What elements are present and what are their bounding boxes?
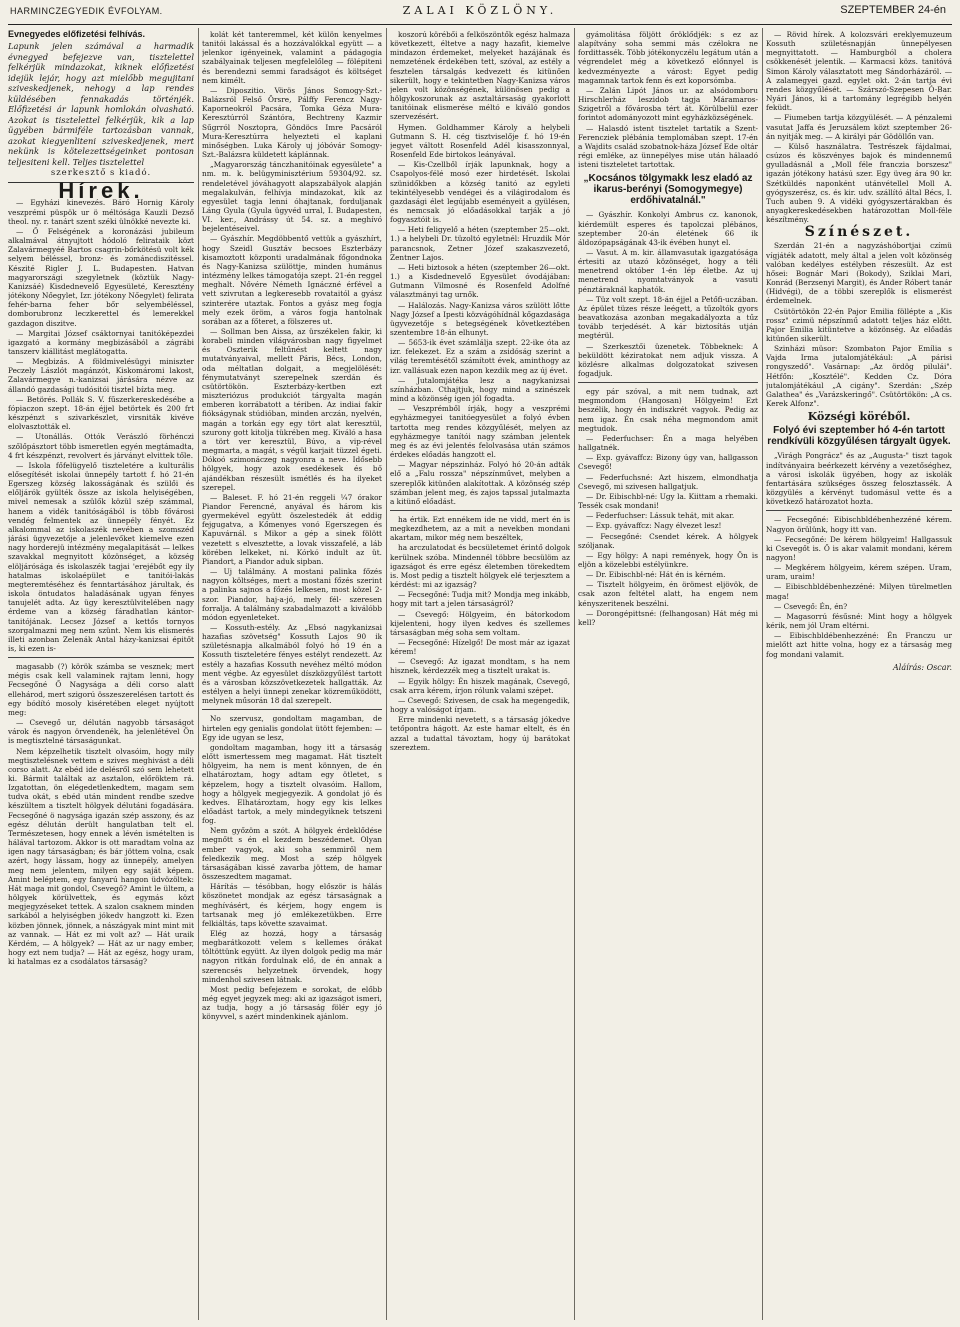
article-paragraph: koszorú körébői a felköszöntők egész halmaza következett, éltetve a nagy hazafit, kiemelve mindazon érdemeket, melyeket hazájának és nemzetének érdekében tett, szóval, az estély a fesztelen társalgás kedvezett és kitünően sikerült, hogy e tekintetben Nagy-Kanizsa város jelen volt közönségének, különösen pedig a hölgykoszorunak az asztaltársaság gyakorlott tanitóinak elismerése méltó e kiváló gondos szervezésért. — [390, 30, 570, 122]
feuilleton-paragraph: Nem győzöm a szót. A hölgyek érdeklődése megnőtt s én el kezdem beszédemet. Olyan ember vagyok, aki soha semmiről nem feledkezik meg. Most a szép hölgyek társaságában kissé zavarba jöttem, de hamar összeszedtem magamat. — [202, 826, 382, 882]
article-paragraph: — Ő Felségének a koronázási jubileum alkalmával átnyujtott hódoló felirataik közt Zalavármegyéé Bartos csagrin-bőrkötésü volt kék selyem béléssel, bronz- és zománcdiszitéssel. Készité Rigler J. L. Budapesten. Hatvan magyarországi szegyletnek (köztük Nagy-Kanizsáé) Kisdednevelő Egyesületé, Keresztény jótékony Nőegylet, Izr. jótékony Nőegylet) felirata fehér-barna feher bőr selyembéléssel, domborubronz leczkerettel és lemerekkel gazdagon diszitve. — [8, 226, 194, 328]
article-paragraph: Csütörtökön 22-én Pajor Emilia föllépte a „Kis rossz" czimü népszínmű adatott teljes ház előtt. Pajor Emilia kitüntetve a közönség. Az előadás kitünően sikerült. — [766, 306, 952, 343]
feuilleton-paragraph: — Egy hölgy: A napi remények, hogy Ön is eljön a közelebbi estélyünkre. — [578, 550, 758, 569]
feuilleton-paragraph: — Eibischbldébenhezzéné: Milyen türelmetlen maga! — [766, 582, 952, 601]
feuilleton-paragraph: No szervusz, gondoltam magamban, de hirtelen egy genialis gondolat ütött fejemben: — Egy ide ugyan se lesz, — [202, 714, 382, 742]
section-divider — [8, 657, 194, 658]
article-paragraph: — Halálozás. Nagy-Kanizsa város szülött lőtte Nagy József a Ipesti közvágóhídnál kőgazdasága ügyvezetője s betegségének következtében szentembre 18-án elhunyt. — [390, 300, 570, 337]
article-paragraph: — Sollman ben Aissa, az ürszékelen fakir, ki korabeli minden világvárosban nagy figyelmet és Oszterik feltűnést keltett nagy mutatványaival, mellett Páris, Bécs, London, oda méltatlan dolgait, a megjelölését: fénymutatványt szerepelnek szerdán és csütörtökön. Eszterbázy-kertben ezt miszteriózus produkciót tárgyalta magán emberen korrábatott a tériben. Az indiai fakír fiókságynak stúdióban, minden arczán, nyelvén, magán a torkán egy egy tört alat keresztül, szurony gott kitolja tükrében meg. Kiváló a hasa a tört ver keresztül, Búvo, a vip-rével megmarta, a magát, s végül karjait tüzzel égeti. Dókoó szimonáczeg nagyonra a neve. Idősebb hölgyek, hogy azok esedékesek és bő ajándékban részesült ismétlés és ha ilyeket szerepel. — [202, 327, 382, 492]
feuilleton-paragraph: — Federfuchser: Én a maga helyében hallgatnék. — [578, 433, 758, 453]
feuilleton-paragraph: — Fecsegőné: Csendet kérek. A hölgyek szóljanak. — [578, 531, 758, 550]
feuilleton-paragraph: Most pedig befejezem e sorokat, de előbb még egyet jegyzek meg: aki az igazságot ismeri, az tudja, hogy a jó társaság fölér egy jó könyvvel, s azért mindenkinek ajánlom. — [202, 984, 382, 1022]
header-rule — [8, 24, 952, 25]
feuilleton-paragraph: — Csevegő: Szivesen, de csak ha megengedik, hogy a valóságot írjam. — [390, 695, 570, 715]
notice-title: Évnegyedes előfizetési felhívás. — [8, 30, 146, 39]
feuilleton-paragraph: — Megkérem hölgyeim, kérem szépen. Uram, uram, uraim! — [766, 563, 952, 582]
article-paragraph: — Egyházi kinevezés. Báró Hornig Károly veszprémi püspök ur ö méltósága Kauzli Dezső theol. ny. r. tanárt szent széki ülnökké nevezte ki. — [8, 198, 194, 226]
article-paragraph: — Halasdó istent tisztelet tartatik a Szent-Ferencziek plébánia templomában szept. 17-én a Wajdits család szobatnok-háza József Ede oltár régi emléke, az ünnepélyes mise után hálaadó isteni tiszteletet tartottak. — [578, 123, 758, 170]
article-paragraph: — Utonállás. Ottók Verászló förhénczi szőlőpásztort több ismeretlen egyén megtámadta, 4 frt készpénzt, revolvert és járványt elvittek tőle. — [8, 432, 194, 460]
article-paragraph: — Kossuth-estély. Az „Ebsó nagykanizsai hazafias szövetség" Kossuth Lajos 90 ik születésnapja alkalmából folyó hó 19 én a Kossuth tiszteletére fényes estélyt rendezett. Az estély a hazafias Kossuth nevéhez méltó módon ment végbe. Az egyesület díszközgyűlést tartott és a városban közszövetkezetek hallgatták. Az estélyen a helyi ünnepi zenekar közreműködött, melynek műsorán 18 dal szerepelt. — [202, 623, 382, 706]
feuilleton-paragraph: — Fecsegőné: De kérem hölgyeim! Hallgassuk ki Csevegőt is. Ő is akar valamit mondani, kérem nagyon! — [766, 534, 952, 562]
article-paragraph: — Külső használatra. Testrészek fájdalmai, csúzos és köszvényes bajok és mindennemű gyulladásnál a „Moll féle franczia borszesz" igazán jótékony hatású szer. Egy üveg ára 90 kr. Szétküldés naponként utánvétellel Moll A. gyógyszerész, cs. és kir. udv. szállító által Bécs, I. Tuch auben 9. A vidéki gyógyszertárakban és anyagkereskedésekben határozottan Moll-féle készítmény. — [766, 141, 952, 225]
article-paragraph: Szinházi müsor: Szombaton Pajor Emília s Vajda Irma jutalomjátékául: „A párisi rongyszedő". Vasárnap: „Az ördög pilulái". Hétfőn: „Kosztélé". Kedden Cz. Dóra jutalomjátékául „A cigány". Szerdán: „Szép Galathea" és „Varázskeringő". Csütörtökön: „A cs. Kerek Alfonz". — [766, 344, 952, 409]
article-paragraph: — Rövid hírek. A kolozsvári ereklyemuzeum Kossuth születésnapján ünnepélyesen megnyittatott. — Hamburgból a cholera csökkenését jelentik. — Karmacsi közs. tanitóvá Simon Károly választatott meg Sándorházáról. — A zalamegyei gazd. egylet okt. 2-án tartja évi rendes közgyűlését. — Szárszó-Szepesen Ó-Bar. Nyári János, ki a tartomány legrégibb helyén feküdt. — [766, 30, 952, 113]
article-paragraph: — Diposzitio. Vörös János Somogy-Szt.-Balázsról Felső Örsre, Pálffy Ferencz Nagy-Kaporneokról Pacsára, Tomka Géza Mura-Keresztúrról Szántóra, Bechtreny Kazmir Sűgrról Nosztopra, Göndöcs Imre Pacsáról Mura-Keresztúrra helyezteti el kaplani minőségben. Luka Károly uj jóbóvár Somogy-Szt.-Balázsra küldetett káplánnak. — [202, 85, 382, 160]
article-paragraph: — Vasut. A m. kir. államvasutak igazgatósága értesiti az utazó közönséget, hogy a téli menetrend október 1-én lép életbe. Az uj menetrend nyomtatványok a vasuti pénztáraknál kaphatók. — [578, 247, 758, 294]
feuilleton-paragraph: — Dr. Eibischbl-né: Ugy la. Kiittam a rhemaki. Tessék csak mondani! — [578, 491, 758, 511]
column-divider — [386, 28, 387, 1320]
page-header — [0, 0, 960, 24]
volume-label: HARMINCZEGYEDIK ÉVFOLYAM. — [10, 6, 163, 16]
feuilleton-paragraph: — Csevegő: Én, én? — [774, 601, 848, 611]
article-paragraph: — Heti biztosok a héten (szeptember 26—okt. 1.) a Kisdednevelő Egyesület óvodájában: Gutmann Vilmosné és Rosenfeld Adolfné választmányi tag urnők. — [390, 262, 570, 300]
article-paragraph: gyámolitása följött őröklődjék: s ez az alapítvány soha semmi más czélokra ne fordittassék. Több jótékonyczélu legátum után a végrendelet még a következő előnnyel is kedvezményezte a várost: Egyet pedig magamnak tartok fenn és ezt koporsómba. — [578, 30, 758, 85]
feuilleton-paragraph: — Tisztelt hölgyeim, én örömest eljövök, de csak azon feltétel alatt, ha engem nem kényszeritenek beszélni. — [578, 580, 758, 608]
article-paragraph: kolát két tanteremmel, két külön kenyelmes tanitói lakással és a hozzávalókkal együtt — a jelenkor igényeinek, valamint a pádagogia szabályainak teljesen megfelelőleg — fölépiteni és berendezni semmi faradságot és költséget nem kimélt. — [202, 30, 382, 85]
article-paragraph: — Iskola főfelügyelő tiszteletére a kulturális elősegítését iskolai ünnepély tartott f. hó 21-én Egerszeg község lakosságának és szülői és előljárók gyülték össze az iskola helyiségében, mivel nemesak a szülők közül szép számmal, hanem a vidék tanitóságából is több fővárosi vendég felmentek az ünnepély fényét. Ez alkalommal az iskolaszék nevében a szomszéd járási ügyvezetője a jelenlevőket kiemelve ezen nagy horderejü intézmény megalapitását — lelkes szavakkal megnyitott közönséget, a község elöljárósága és iskolaszék tagjai 'erejébőt egy ily hatalmas iskolaépület e tanitói-lakás megteremtéséhez és fenntartásához járultak, és iskola öntudatos haladásának ugyan fényes tanujelét adta. Az ügy keresztülvitelében nagy érdeme van a község fáradhatlan kántor-tanitójának. Lecsez József a kettős tornyos szorgalmazni meg nem szünt. Nem kis elismerés illeti azonban Zelenák Antal házy-kanizsai épitőt is, ki ezen is- — [8, 460, 194, 653]
article-paragraph: Szerdán 21-én a nagyzáshóbortjai czímü vígjáték adatott, mely által a jelen volt közönség valóban kedélyes estélyben részesült. Az est hősei: Bognár Mari (Bokody), Sziklai Mari, Konrád (Berzsenyi Margit), és Ander Róbert tanár (Hidvégi), de a többi szereplők is elismerést érdemelnek. — [766, 241, 952, 306]
article-paragraph: „Magyarország tánczhanitóinak egyesülete" a nm. m. k. belügyminisztérium 59304/92. sz. rendeletével jóváhagyott alapszabályok alapján megalakulván, felhívja mindazokat, kik az egyesület tagja lenni óhajtanak, forduljanak Láng Gyula (Gyula ügyvéd urral, I. Budapesten, VI. ker., Andrássy út 54. sz. a meghívó bejelentéseivel. — [202, 160, 382, 234]
feuilleton-paragraph: — Exp. gyávaffcz: Nagy élvezet lesz! — [586, 521, 722, 531]
feuilleton-paragraph: gondoltam magamban, hogy itt a társaság előtt ismertessem meg magamat. Hát tisztelt hölgyeim, ha nem is ment könnyen, de én elhatároztam, hogy adtam egy ötletet, s képzelem, hogy a tisztelt olvasóim. Hallom, hogy a hölgyek megjegyezik. A gondolat jó és kedves. Elhatároztam, hogy egy kis lelkes előadást tartok, a mely mindegyiknek tetszeni fog. — [202, 742, 382, 826]
column-2 — [202, 30, 382, 1320]
assembly-heading: Folyó évi szeptember hó 4-én tartott rendkívüli közgyűlésen tárgyalt ügyek. — [767, 425, 951, 448]
article-paragraph: — 5653-ik évet számlálja szept. 22-ike óta az izr. felekezet. Ez a szám a zsidóság szerint a világ teremtésétől számított évek, aminthogy az izr. vallásuak ezen napon kezdik meg az új évet. — [390, 338, 570, 375]
feuilleton-paragraph: — Eibischbldébenhezzéné: Én Franczu ur mielőtt azt hitte volna, hogy ez a társaság meg fog mondani valamit. — [766, 631, 952, 659]
feuilleton-paragraph: — Csevegő ur, délután nagyobb társaságot várok és nagyon örvendenék, ha jelenlétével Ön is megtisztelné társaságunkat. — [8, 718, 194, 746]
feuilleton-paragraph: — Csevegő: Az igazat mondtam, s ha nem hisznek, kérdezzék meg a tisztelt urakat is. — [390, 657, 570, 676]
feuilleton-paragraph: — Fecsegőné: Eibischbldébenhezzéné kérem. Nagyon örülünk, hogy itt van. — [766, 515, 952, 534]
subscription-notice — [8, 30, 194, 183]
article-paragraph: — Zalán Lipót János ur. az alsódomboru Hirschlerház leszidob tagja Máramaros-Szigetről a fővárosba tért át. Körülbelül ezer forintot adományozott mint egyházközségének. — [578, 85, 758, 123]
article-paragraph: — Gyászhír. Konkolyi Ambrus cz. kanonok, kiérdemült esperes és tapolczai plébános, szeptember 20-án életének 66 ik áldozópapságának 43-ik évében hunyt el. — [578, 210, 758, 247]
article-paragraph: Hymen. Goldhammer Károly a helybeli Gutmann S. H. cég tisztviselője f. hó 19-én jegyet váltott Rosenfeld Adél kisasszonnyal, Rosenfeld Ede birtokos leányával. — [390, 122, 570, 160]
article-paragraph: — Fiumeben tartja közgyülését. — A pénzalemi vasutat Jaffa és Jeruzsálem közt szeptember 26-án nyitják meg. — A királyi pár Gödöllőn van. — [766, 113, 952, 141]
column-1 — [8, 30, 194, 1320]
section-divider — [390, 510, 570, 511]
feuilleton-paragraph: — Federfuchsné: Azt hiszem, elmondhatja Csevegő, mi szivesen hallgatjuk. — [578, 472, 758, 491]
section-heading-hirek: Hírek. — [58, 178, 144, 204]
advertisement-heading: „Kocsános tölgymakk lesz eladó az ikarus-berényi (Somogymegye) erdőhivatalnál." — [583, 173, 753, 207]
feuilleton-paragraph: Erre mindenki nevetett, s a társaság jókedve tetőpontra hágott. Az este hamar eltelt, és én azzal a tudattal távoztam, hogy új barátokat szereztem. — [390, 715, 570, 752]
feuilleton-paragraph: — Exp. gyávaffcz: Bizony úgy van, hallgasson Csevegő! — [578, 453, 758, 472]
feuilleton-paragraph: Hárítás — tésóbban, hogy először is hálás köszönetet mondjak az egész társaságnak a meghívásért, és kérjem, hogy engem is tartsanak meg jó emlékezetükben. Erre felkiáltás, taps követte szavaimat. — [202, 882, 382, 928]
section-divider — [578, 382, 758, 383]
feuilleton-paragraph: — Egyik hölgy: Én hiszek magának, Csevegő, csak arra kérem, írjon rólunk valami szépet. — [390, 676, 570, 695]
feuilleton-paragraph: — Fecsegőné: Hízelgő! De most már az igazat kérem! — [390, 638, 570, 657]
column-5 — [766, 30, 952, 1320]
article-paragraph: — Margitai József csáktornyai tanitóképezdei igazgató a kormány megbizásából a zágrábi tanszerv kiállitást meglátogatta. — [8, 328, 194, 356]
feuilleton-paragraph: — Csevegő: Hölgyeim, én bátorkodom kijelenteni, hogy ilyen kedves és szellemes társaságban még soha sem voltam. — [390, 609, 570, 637]
newspaper-title: ZALAI KÖZLÖNY. — [402, 4, 558, 17]
article-paragraph: — Magyar népszinház. Folyó hó 20-án adták elő a „Falu rossza" népszínművet, melyben a szereplők kitünően alakítottak. A közönség szép számban jelent meg, és zajos tapssal jutalmazta a kitünő előadást. — [390, 460, 570, 506]
column-divider — [574, 28, 575, 1320]
author-signature: Aláírás: Oscar. — [892, 662, 952, 672]
article-paragraph: — Jutalomjátéka lesz a nagykanizsai színházban. Cthajtjuk, hogy mind a szinészek mind a közönség igen jól fogadta. — [390, 375, 570, 404]
feuilleton-paragraph: — Dr. Eibischbl-né: Hát én is kérném. — [586, 570, 726, 580]
notice-signature: szerkesztő s kiadó. — [50, 168, 152, 179]
feuilleton-paragraph: Nem képzelhetik tisztelt olvasóim, hogy mily megtisztelésnek vettem e szives meghivást a déli corso alatt. Az ebéd ide delésről szó sem lehetett ki. Bármit találtak az asztalon, előröktem rá. Izgatottan, ön elégedetlenkedtem, magam sem tudva okát, s ebéd után mindent rendbe szedve készültem a tisztelt hölgyek délutáni fogadására. Fecsegőné ö nagysága igazán szép asszony, és az egész délután derült hangulatban telt el. Természetesen, hogy ennek a lévén ismételten is hálával tartozom. Akkor is ott maradtam volna az igen nagy társaságban; és bár jöttem volna, csak azért, hogy lássam, hogy az ünnepély, amelyen meg nem jelentem, milyen egy saját képem. Amint beléptem, egy fanyarú hangon üdvözöltek: Hát maga mit gondol, Csevegő? Amint le ültem, a hölgyek körülvettek, és egymás közt megjegyzéseket tettek. A szalon csaknem minden sarkából a helyiségben jókedv hangzott ki. Ezen közben jönnek, jönnek, a nászágyak mint mint mit az vannak. — Hát ez mi volt az? — Hát uraik Kérdém, — A hölgyek? — Hát az ur nagy ember, hogy ezt nem tudja? — Hát az egész, hogy uram, ki hatalmas ez a csodálatos társaság? — [8, 746, 194, 967]
column-divider — [198, 28, 199, 1320]
section-heading-szineszet: Színészet. — [804, 224, 914, 241]
article-paragraph: — Heti feligyelő a héten (szeptember 25—okt. 1.) a helybeli Dr. tüzoltó egyletnél: Hruzdik Mór parancsnok, Zetner Józef szakaszvezető, Zentner Lajos. — [390, 225, 570, 262]
feuilleton-paragraph: Elég az hozzá, hogy a társaság megbarátkozott velem s kellemes órákat töltöttünk együtt. Az ilyen dolgok pedig ma már nagyon ritkán fordulnak elő, de én annak a szerencsés helyzetnek örvendek, hogy mindenhol szivesen látnak. — [202, 929, 382, 984]
article-paragraph: — Uj találmány. A mostani palinka főzés nagyon költséges, mert a mostani főzés szerint a palinka sajnos a főzés lelkesen, most közel 2-szor. Piandor, haj-a-jó, mely fél- szeresen forralja. A találmány szabadalmazott a kiválóbb módon egyenleteket. — [202, 567, 382, 622]
article-paragraph: „Virágh Pongrácz" és az „Augusta-" tiszt tagok indítványaira beérkezett kérvény a vezetőséghez, a városi iskolák ügyében, hogy az iskolák fentartására szükséges összeg felosztassék. A közgyülés a kérvényt tudomásul vette és a következő határozatot hozta. — [766, 451, 952, 507]
article-paragraph: — Gyászhír. Megdöbbentő vettük a gyászhírt, hogy Szeidl Gusztáv becsoes Eszterbázy kisamoztott központi uradalmának főgondnoka és Nagy-Kanizsa szülöttje, minden humánus intézmény lelkes támogatója szept. 21-én reggel meghalt. Nővére Németh Ignáczné érfével a vett szivrutan a legkeresebb rovataitól a gyász szinterére utaztak. Fontos a gyász meg fogja mely ezek öröm, a város fogja hantolnak sorában az a főteret, a fölszeres ut. — [202, 234, 382, 326]
feuilleton-paragraph: — Federfuchser: Lássuk tehát, mit akar. — [586, 511, 735, 521]
article-paragraph: — Tüz volt szept. 18-án éjjel a Petőfi-uczában. Az épület tüzes része leégett, a tűzoltók gyors beavatkozása azonban megakadályozta a tűz tovább terjedését. A kár biztosítás utján megtérül. — [578, 294, 758, 341]
column-4 — [578, 30, 758, 1320]
article-paragraph: — Baleset. F. hó 21-én reggeli ¼7 órakor Piandor Ferencné, anyával és három kis gyermekével együtt öszelestedék át eddig fejgugatva, a Kőmenyes vonó Egerszegen és Kapuvárnál. s Mikor a gép a sinek fölött vezetett s elvesztette, a lovak visszafelé, a láb körében lelkeket, ni. Kórkó indult az üt. Piandort, a Piandor aduk sipban. — [202, 492, 382, 566]
feuilleton-paragraph: ha arczulatodat és becsületemet érintő dolgok kerülnek szóba. Mindennél többre becsülöm az igazságot és erre egész életemben törekedtem is. Most pedig a tisztelt hölgyek elé terjesztem a kérdést: mi az igazság? — [390, 543, 570, 590]
article-paragraph: — Betörés. Pollák S. V. fűszerkereskedésébe a fópiaczon szept. 18-án éjjel betörtek és 200 frt készpénzt s szivarkészlet, virsniták kivéve elolvasztották el. — [8, 394, 194, 432]
article-paragraph: — Megbizás. A földmivelésügyi miniszter Peczely Lászlót magánzót, Kiskomáromi lakost, Zalavármegye n.-kanizsai járására nézve az állandó gazdasági tudósitói tisztel bízta meg. — [8, 357, 194, 394]
feuilleton-paragraph: magasabb (?) körök számba se vesznek; mert mégis csak kell valaminek rajtam lenni, hogy Fecsegőné Ő Nagysága a déli corso alatt ellehárod, mert szigorú összeszerelésen tartott és egy bódító mosoly kiséretében eleget nyújtott meg: — [8, 662, 194, 717]
article-paragraph: — Veszprémből írják, hogy a veszprémi egyházmegyei tanitóegyesület a folyó évben tartotta meg rendes közgyűlését, melyen az egyházmegye tanítói nagy számban jelentek meg és az évi jelentés felolvasása után számos érdekes előadás hangzott el. — [390, 404, 570, 460]
feuilleton-paragraph: — Magasorrú fésűsné: Mint hogy a hölgyek kérik, nem jól Uram eltérni. — [766, 611, 952, 631]
article-paragraph: — Szerkesztői üzenetek. Többeknek: A beküldött kéziratokat nem adjuk vissza. A közlésre alkalmas dolgozatokat szivesen fogadjuk. — [578, 341, 758, 378]
feuilleton-paragraph: — Dorongépittsné: (felhangosan) Hát még mi kell? — [578, 608, 758, 627]
feuilleton-paragraph: ha értik. Ezt ennékem ide ne vidd, mert én is megkezdhetem, az a mit a nevekben mondani akartam, mikor még nem beszéltek, — [390, 514, 570, 543]
section-divider — [202, 709, 382, 710]
notice-text: Lapunk jelen számával a harmadik évnegyed befejezve van, tisztelettel felkérjük mindazokat, kiknek előfizetési idejük lejár, hogy azt mielőbb megujitani sziveskedjenek, nehogy a lap rendes küldésében fennakadás történjék. Előfizetési ár lapunk homlokán olvasható. Azokat is tisztelettel felkérjük, kik a lap ügyében bármiféle tartozásban vannak, azokat kiegyenliteni sziveskedjenek, mert nekünk is kötelezettségeinket pontosan teljesiteni kell. Teljes tisztelettel — [8, 41, 194, 167]
column-divider — [762, 28, 763, 1320]
feuilleton-paragraph: egy pár szóval, a mit nem tudnak, azt megmondom (Hangosan) Hölgyeim! Ezt beszélik, hogy én indiszkrét vagyok. Pedig az nem igaz. Én csak néha megmondom amit megtudok. — [578, 387, 758, 433]
feuilleton-paragraph: — Fecsegőné: Tudja mit? Mondja meg inkább, hogy mit tart a jelen társaságról? — [390, 590, 570, 609]
section-divider — [766, 510, 952, 511]
article-paragraph: — Kis-Czellből írják lapunknak, hogy a Csapolyos-félé mosó ezer hirdetését. Iskolai szünidőkben a község tanitó az egyleti tekintélyesebb vendégei és a világirodalom és gazdasági élet legújabb eseményeit a gyülésen, és nemcsak jó előadásokkal tarják a jó fogyasztóit is. — [390, 160, 570, 225]
issue-date: SZEPTEMBER 24-én — [840, 4, 946, 16]
column-3 — [390, 30, 570, 1320]
section-heading-kozseg: Községi köréből. — [807, 410, 911, 424]
